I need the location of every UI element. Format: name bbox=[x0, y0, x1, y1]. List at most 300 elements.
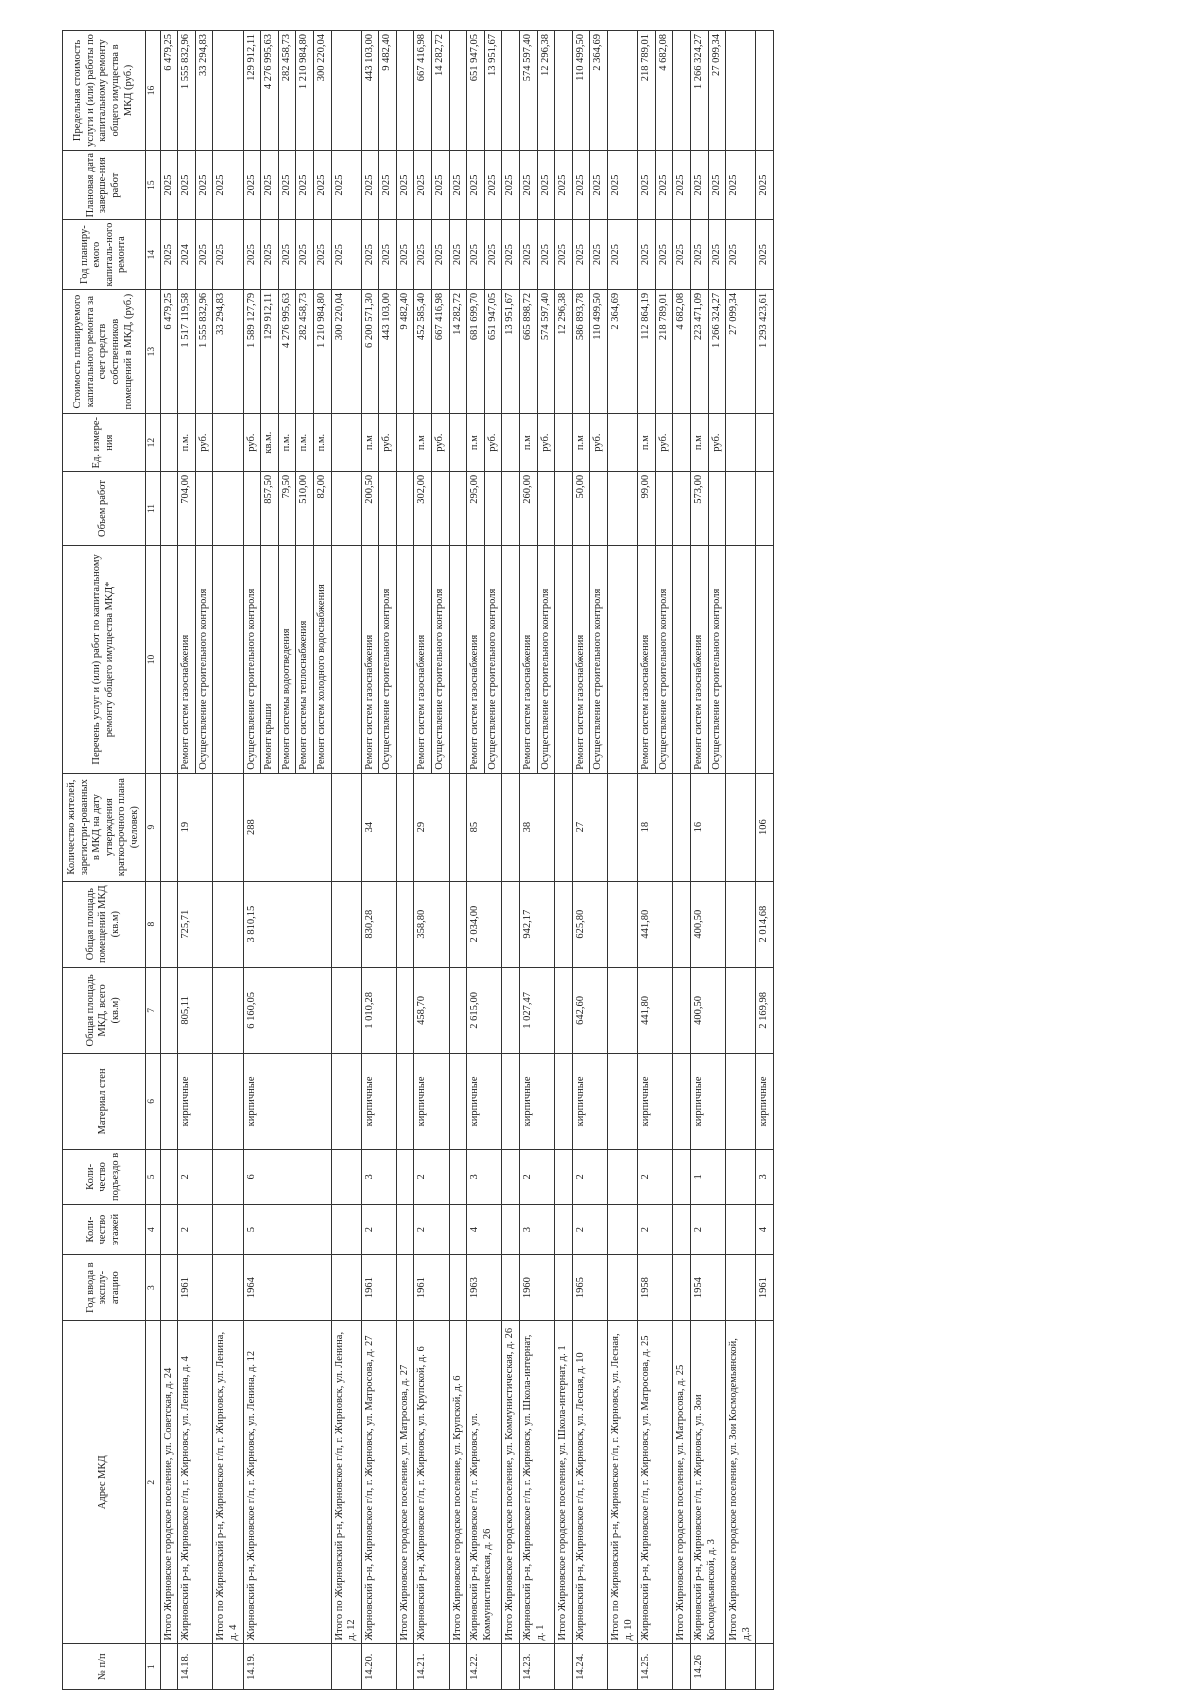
work-unit: руб. bbox=[195, 414, 213, 471]
subtotal-cost: 6 479,25 bbox=[160, 289, 178, 414]
work-date: 2025 bbox=[638, 150, 656, 219]
work-cost: 218 789,01 bbox=[655, 289, 673, 414]
subtotal-date: 2025 bbox=[502, 150, 520, 219]
wall-material: кирпичные bbox=[638, 1054, 673, 1150]
empty-cell bbox=[160, 1255, 178, 1321]
subtotal-year: 2025 bbox=[213, 220, 243, 289]
work-volume bbox=[243, 471, 261, 545]
empty-cell bbox=[331, 1255, 361, 1321]
subtotal-limit bbox=[213, 31, 243, 151]
empty-cell bbox=[608, 546, 638, 774]
work-date: 2025 bbox=[278, 150, 296, 219]
row-number: 14.20. bbox=[361, 1644, 396, 1690]
premises-area: 3 810,15 bbox=[243, 881, 331, 967]
empty-cell bbox=[502, 1255, 520, 1321]
row-number: 14.26 bbox=[690, 1644, 725, 1690]
work-year: 2025 bbox=[261, 220, 279, 289]
wall-material: кирпичные bbox=[572, 1054, 607, 1150]
empty-cell bbox=[673, 1255, 691, 1321]
empty-cell bbox=[608, 881, 638, 967]
empty-cell bbox=[160, 1054, 178, 1150]
empty-cell bbox=[555, 1149, 573, 1204]
row-number-cell bbox=[331, 1644, 361, 1690]
subtotal-date: 2025 bbox=[160, 150, 178, 219]
page-number bbox=[30, 0, 53, 790]
column-header-14: Год планиру-емого капиталь-ного ремонта bbox=[63, 220, 146, 289]
floors-count: 5 bbox=[243, 1204, 331, 1254]
column-number-11: 11 bbox=[145, 471, 160, 545]
wall-material: кирпичные bbox=[178, 1054, 213, 1150]
work-limit: 33 294,83 bbox=[195, 31, 213, 151]
empty-cell bbox=[555, 546, 573, 774]
wall-material: кирпичные bbox=[467, 1054, 502, 1150]
work-row bbox=[414, 31, 432, 1690]
work-year: 2025 bbox=[296, 220, 314, 289]
work-description: Ремонт систем газоснабжения bbox=[690, 546, 708, 774]
subtotal-row bbox=[213, 31, 243, 1690]
work-date: 2025 bbox=[690, 150, 708, 219]
work-year: 2025 bbox=[537, 220, 555, 289]
work-description: Осуществление строительного контроля bbox=[590, 546, 608, 774]
building-address: Жирновский р-н, Жирновское г/п, г. Жирновск, ул. Лесная, д. 10 bbox=[572, 1321, 607, 1644]
wall-material: кирпичные bbox=[520, 1054, 555, 1150]
empty-cell bbox=[449, 773, 467, 881]
work-date: 2025 bbox=[520, 150, 538, 219]
subtotal-row bbox=[673, 31, 691, 1690]
empty-cell bbox=[396, 1255, 414, 1321]
subtotal-address: Итого по Жирновский р-н, Жирновское г/п, г. Жирновск, ул. Ленина, д. 12 bbox=[331, 1321, 361, 1644]
entrances-count: 2 bbox=[414, 1149, 449, 1204]
work-unit: руб. bbox=[243, 414, 261, 471]
row-number bbox=[756, 1644, 774, 1690]
empty-cell bbox=[726, 471, 756, 545]
subtotal-address: Итого Жирновское городское поселение, ул. Крупской, д. 6 bbox=[449, 1321, 467, 1644]
subtotal-date: 2025 bbox=[673, 150, 691, 219]
empty-cell bbox=[555, 414, 573, 471]
empty-cell bbox=[160, 773, 178, 881]
empty-cell bbox=[502, 1149, 520, 1204]
work-cost: 651 947,05 bbox=[484, 289, 502, 414]
column-header-8: Общая площадь помещений МКД (кв.м) bbox=[63, 881, 146, 967]
work-unit: п.м bbox=[361, 414, 379, 471]
row-number: 14.21. bbox=[414, 1644, 449, 1690]
column-number-6: 6 bbox=[145, 1054, 160, 1150]
work-year: 2025 bbox=[379, 220, 397, 289]
wall-material: кирпичные bbox=[414, 1054, 449, 1150]
wall-material: кирпичные bbox=[690, 1054, 725, 1150]
floors-count: 4 bbox=[467, 1204, 502, 1254]
subtotal-limit bbox=[502, 31, 520, 151]
subtotal-limit bbox=[555, 31, 573, 151]
subtotal-date: 2025 bbox=[396, 150, 414, 219]
subtotal-year: 2025 bbox=[555, 220, 573, 289]
work-date: 2025 bbox=[708, 150, 726, 219]
total-area: 441,80 bbox=[638, 967, 673, 1053]
premises-area: 830,28 bbox=[361, 881, 396, 967]
work-description: Осуществление строительного контроля bbox=[195, 546, 213, 774]
work-unit: п.м bbox=[414, 414, 432, 471]
work-description: Ремонт систем газоснабжения bbox=[520, 546, 538, 774]
work-volume: 857,50 bbox=[261, 471, 279, 545]
empty-cell bbox=[502, 967, 520, 1053]
residents-count: 85 bbox=[467, 773, 502, 881]
work-year: 2025 bbox=[361, 220, 379, 289]
work-date: 2025 bbox=[537, 150, 555, 219]
row-number-cell bbox=[608, 1644, 638, 1690]
row-number-cell bbox=[213, 1644, 243, 1690]
work-limit: 4 276 995,63 bbox=[261, 31, 279, 151]
work-row bbox=[756, 31, 774, 1690]
column-header-16: Предельная стоимость услуги и (или) работы по капитальному ремонту общего имущества в МКД (руб.) bbox=[63, 31, 146, 151]
work-year: 2025 bbox=[195, 220, 213, 289]
work-volume bbox=[708, 471, 726, 545]
empty-cell bbox=[213, 1149, 243, 1204]
building-address: Жирновский р-н, Жирновское г/п, г. Жирновск, ул. Ленина, д. 4 bbox=[178, 1321, 213, 1644]
building-address: Жирновский р-н, Жирновское г/п, г. Жирновск, ул. Ленина, д. 12 bbox=[243, 1321, 331, 1644]
entrances-count: 6 bbox=[243, 1149, 331, 1204]
work-year: 2025 bbox=[590, 220, 608, 289]
work-volume: 82,00 bbox=[313, 471, 331, 545]
year-built: 1965 bbox=[572, 1255, 607, 1321]
work-volume: 295,00 bbox=[467, 471, 485, 545]
column-header-9: Количество жителей, зарегистри-рованных в МКД на дату утверждения краткосрочного плана (человек) bbox=[63, 773, 146, 881]
empty-cell bbox=[331, 1054, 361, 1150]
empty-cell bbox=[213, 546, 243, 774]
work-unit: руб. bbox=[379, 414, 397, 471]
work-unit: п.м bbox=[572, 414, 590, 471]
work-volume: 99,00 bbox=[638, 471, 656, 545]
work-volume bbox=[484, 471, 502, 545]
building-address: Жирновский р-н, Жирновское г/п, г. Жирновск, ул. Матросова, д. 25 bbox=[638, 1321, 673, 1644]
subtotal-date: 2025 bbox=[331, 150, 361, 219]
empty-cell bbox=[502, 546, 520, 774]
work-date: 2025 bbox=[296, 150, 314, 219]
work-description: Ремонт систем газоснабжения bbox=[178, 546, 196, 774]
work-cost: 1 266 324,27 bbox=[708, 289, 726, 414]
work-cost: 681 699,70 bbox=[467, 289, 485, 414]
work-date: 2025 bbox=[361, 150, 379, 219]
work-description: Осуществление строительного контроля bbox=[708, 546, 726, 774]
work-description: Осуществление строительного контроля bbox=[243, 546, 261, 774]
work-unit: кв.м. bbox=[261, 414, 279, 471]
entrances-count: 2 bbox=[638, 1149, 673, 1204]
empty-cell bbox=[673, 471, 691, 545]
residents-count: 16 bbox=[690, 773, 725, 881]
work-unit: руб. bbox=[655, 414, 673, 471]
subtotal-address: Итого Жирновское городское поселение, ул. Коммунистическая, д. 26 bbox=[502, 1321, 520, 1644]
work-description: Ремонт системы теплоснабжения bbox=[296, 546, 314, 774]
subtotal-limit bbox=[449, 31, 467, 151]
subtotal-row bbox=[555, 31, 573, 1690]
work-unit: руб. bbox=[432, 414, 450, 471]
subtotal-row bbox=[160, 31, 178, 1690]
row-number-cell bbox=[555, 1644, 573, 1690]
work-date: 2025 bbox=[590, 150, 608, 219]
empty-cell bbox=[213, 471, 243, 545]
subtotal-cost: 14 282,72 bbox=[449, 289, 467, 414]
empty-cell bbox=[396, 1149, 414, 1204]
work-year: 2025 bbox=[655, 220, 673, 289]
column-number-16: 16 bbox=[145, 31, 160, 151]
work-cost: 6 200 571,30 bbox=[361, 289, 379, 414]
subtotal-limit bbox=[396, 31, 414, 151]
work-year: 2025 bbox=[313, 220, 331, 289]
empty-cell bbox=[449, 1255, 467, 1321]
empty-cell bbox=[502, 471, 520, 545]
total-area: 400,50 bbox=[690, 967, 725, 1053]
empty-cell bbox=[396, 546, 414, 774]
work-description bbox=[756, 546, 774, 774]
empty-cell bbox=[608, 967, 638, 1053]
residents-count: 29 bbox=[414, 773, 449, 881]
work-cost: 112 864,19 bbox=[638, 289, 656, 414]
empty-cell bbox=[555, 1204, 573, 1254]
work-unit bbox=[756, 414, 774, 471]
table-body bbox=[160, 31, 773, 1690]
subtotal-row bbox=[502, 31, 520, 1690]
total-area: 6 160,05 bbox=[243, 967, 331, 1053]
work-year: 2025 bbox=[243, 220, 261, 289]
subtotal-address: Итого Жирновское городское поселение, ул. Зои Космодемьянской, д.3 bbox=[726, 1321, 756, 1644]
work-unit: п.м bbox=[638, 414, 656, 471]
column-number-4: 4 bbox=[145, 1204, 160, 1254]
subtotal-cost: 4 682,08 bbox=[673, 289, 691, 414]
empty-cell bbox=[608, 414, 638, 471]
work-date: 2025 bbox=[432, 150, 450, 219]
subtotal-address: Итого по Жирновский р-н, Жирновское г/п, г. Жирновск, ул. Лесная, д. 10 bbox=[608, 1321, 638, 1644]
entrances-count: 2 bbox=[178, 1149, 213, 1204]
empty-cell bbox=[160, 1204, 178, 1254]
work-volume bbox=[655, 471, 673, 545]
column-number-10: 10 bbox=[145, 546, 160, 774]
total-area: 1 010,28 bbox=[361, 967, 396, 1053]
work-unit: п.м. bbox=[313, 414, 331, 471]
empty-cell bbox=[608, 471, 638, 545]
year-built: 1958 bbox=[638, 1255, 673, 1321]
subtotal-cost: 2 364,69 bbox=[608, 289, 638, 414]
column-header-2: Адрес МКД bbox=[63, 1321, 146, 1644]
subtotal-address: Итого Жирновское городское поселение, ул. Советская, д. 24 bbox=[160, 1321, 178, 1644]
total-area: 458,70 bbox=[414, 967, 449, 1053]
premises-area: 441,80 bbox=[638, 881, 673, 967]
row-number-cell bbox=[449, 1644, 467, 1690]
empty-cell bbox=[555, 773, 573, 881]
column-number-2: 2 bbox=[145, 1321, 160, 1644]
empty-cell bbox=[449, 546, 467, 774]
work-row bbox=[467, 31, 485, 1690]
building-address: Жирновский р-н, Жирновское г/п, г. Жирновск, ул. Школа-интернат, д. 1 bbox=[520, 1321, 555, 1644]
empty-cell bbox=[726, 1054, 756, 1150]
residents-count: 27 bbox=[572, 773, 607, 881]
entrances-count: 1 bbox=[690, 1149, 725, 1204]
work-volume bbox=[590, 471, 608, 545]
work-date: 2025 bbox=[572, 150, 590, 219]
empty-cell bbox=[555, 1054, 573, 1150]
work-cost: 110 499,50 bbox=[590, 289, 608, 414]
empty-cell bbox=[726, 773, 756, 881]
work-date: 2025 bbox=[756, 150, 774, 219]
empty-cell bbox=[396, 1054, 414, 1150]
work-limit: 129 912,11 bbox=[243, 31, 261, 151]
column-header-11: Объем работ bbox=[63, 471, 146, 545]
work-row bbox=[572, 31, 590, 1690]
empty-cell bbox=[331, 1149, 361, 1204]
column-header-12: Ед. измере-ния bbox=[63, 414, 146, 471]
empty-cell bbox=[673, 967, 691, 1053]
year-built: 1961 bbox=[414, 1255, 449, 1321]
year-built: 1961 bbox=[361, 1255, 396, 1321]
floors-count: 4 bbox=[756, 1204, 774, 1254]
premises-area: 400,50 bbox=[690, 881, 725, 967]
empty-cell bbox=[160, 546, 178, 774]
row-number: 14.18. bbox=[178, 1644, 213, 1690]
premises-area: 2 014,68 bbox=[756, 881, 774, 967]
work-cost: 282 458,73 bbox=[296, 289, 314, 414]
empty-cell bbox=[608, 1204, 638, 1254]
empty-cell bbox=[449, 1204, 467, 1254]
subtotal-limit bbox=[608, 31, 638, 151]
work-date: 2025 bbox=[195, 150, 213, 219]
empty-cell bbox=[160, 414, 178, 471]
residents-count: 288 bbox=[243, 773, 331, 881]
work-date: 2025 bbox=[313, 150, 331, 219]
column-header-1: № п/п bbox=[63, 1644, 146, 1690]
subtotal-row bbox=[726, 31, 756, 1690]
rotated-table-container bbox=[62, 30, 1192, 1690]
wall-material: кирпичные bbox=[361, 1054, 396, 1150]
row-number-cell bbox=[673, 1644, 691, 1690]
subtotal-year: 2025 bbox=[502, 220, 520, 289]
total-area: 1 027,47 bbox=[520, 967, 555, 1053]
year-built: 1961 bbox=[178, 1255, 213, 1321]
empty-cell bbox=[213, 1204, 243, 1254]
work-cost: 1 210 984,80 bbox=[313, 289, 331, 414]
empty-cell bbox=[331, 414, 361, 471]
work-limit: 300 220,04 bbox=[313, 31, 331, 151]
empty-cell bbox=[396, 414, 414, 471]
building-address: Жирновский р-н, Жирновское г/п, г. Жирновск, ул. Крупской, д. 6 bbox=[414, 1321, 449, 1644]
empty-cell bbox=[160, 1149, 178, 1204]
work-cost: 665 898,72 bbox=[520, 289, 538, 414]
column-number-7: 7 bbox=[145, 967, 160, 1053]
row-number: 14.25. bbox=[638, 1644, 673, 1690]
work-date: 2025 bbox=[178, 150, 196, 219]
empty-cell bbox=[555, 1255, 573, 1321]
work-volume: 200,50 bbox=[361, 471, 379, 545]
column-number-8: 8 bbox=[145, 881, 160, 967]
floors-count: 2 bbox=[361, 1204, 396, 1254]
work-limit: 2 364,69 bbox=[590, 31, 608, 151]
residents-count: 34 bbox=[361, 773, 396, 881]
row-number: 14.23. bbox=[520, 1644, 555, 1690]
work-unit: п.м. bbox=[296, 414, 314, 471]
work-description: Ремонт систем газоснабжения bbox=[467, 546, 485, 774]
subtotal-cost: 27 099,34 bbox=[726, 289, 756, 414]
subtotal-limit bbox=[673, 31, 691, 151]
work-date: 2025 bbox=[243, 150, 261, 219]
work-limit: 110 499,50 bbox=[572, 31, 590, 151]
empty-cell bbox=[213, 967, 243, 1053]
empty-cell bbox=[608, 1054, 638, 1150]
capital-repair-table bbox=[62, 30, 774, 1690]
subtotal-cost: 9 482,40 bbox=[396, 289, 414, 414]
empty-cell bbox=[726, 1204, 756, 1254]
row-number-cell bbox=[160, 1644, 178, 1690]
subtotal-date: 2025 bbox=[608, 150, 638, 219]
empty-cell bbox=[726, 414, 756, 471]
row-number-cell bbox=[396, 1644, 414, 1690]
empty-cell bbox=[213, 1255, 243, 1321]
work-cost: 443 103,00 bbox=[379, 289, 397, 414]
subtotal-year: 2025 bbox=[673, 220, 691, 289]
empty-cell bbox=[726, 1255, 756, 1321]
work-row bbox=[638, 31, 656, 1690]
work-limit: 282 458,73 bbox=[278, 31, 296, 151]
work-row bbox=[520, 31, 538, 1690]
work-unit: руб. bbox=[708, 414, 726, 471]
work-unit: п.м. bbox=[278, 414, 296, 471]
work-description: Ремонт систем холодного водоснабжения bbox=[313, 546, 331, 774]
work-unit: руб. bbox=[590, 414, 608, 471]
work-year: 2025 bbox=[708, 220, 726, 289]
subtotal-limit bbox=[331, 31, 361, 151]
total-area: 2 615,00 bbox=[467, 967, 502, 1053]
work-volume bbox=[195, 471, 213, 545]
column-header-13: Стоимость планируемого капитального ремонта за счет средств собственников помещений в МКД, (руб.) bbox=[63, 289, 146, 414]
empty-cell bbox=[396, 967, 414, 1053]
work-cost: 223 471,09 bbox=[690, 289, 708, 414]
work-description: Осуществление строительного контроля bbox=[537, 546, 555, 774]
work-date: 2025 bbox=[379, 150, 397, 219]
work-volume: 50,00 bbox=[572, 471, 590, 545]
column-header-3: Год ввода в эксплу-атацию bbox=[63, 1255, 146, 1321]
work-cost: 1 589 127,79 bbox=[243, 289, 261, 414]
work-limit: 9 482,40 bbox=[379, 31, 397, 151]
work-row bbox=[243, 31, 261, 1690]
work-limit: 12 296,38 bbox=[537, 31, 555, 151]
floors-count: 2 bbox=[414, 1204, 449, 1254]
work-year: 2025 bbox=[572, 220, 590, 289]
empty-cell bbox=[608, 1149, 638, 1204]
row-number: 14.22. bbox=[467, 1644, 502, 1690]
work-limit: 1 555 832,96 bbox=[178, 31, 196, 151]
work-limit bbox=[756, 31, 774, 151]
work-volume bbox=[756, 471, 774, 545]
work-volume: 573,00 bbox=[690, 471, 708, 545]
subtotal-address: Итого по Жирновский р-н, Жирновское г/п, г. Жирновск, ул. Ленина, д. 4 bbox=[213, 1321, 243, 1644]
premises-area: 942,17 bbox=[520, 881, 555, 967]
year-built: 1964 bbox=[243, 1255, 331, 1321]
work-year: 2025 bbox=[756, 220, 774, 289]
empty-cell bbox=[449, 881, 467, 967]
empty-cell bbox=[502, 414, 520, 471]
subtotal-row bbox=[449, 31, 467, 1690]
year-built: 1954 bbox=[690, 1255, 725, 1321]
subtotal-row bbox=[396, 31, 414, 1690]
column-number-5: 5 bbox=[145, 1149, 160, 1204]
work-unit: руб. bbox=[484, 414, 502, 471]
empty-cell bbox=[449, 1149, 467, 1204]
premises-area: 2 034,00 bbox=[467, 881, 502, 967]
column-number-15: 15 bbox=[145, 150, 160, 219]
subtotal-limit: 6 479,25 bbox=[160, 31, 178, 151]
empty-cell bbox=[502, 881, 520, 967]
entrances-count: 3 bbox=[756, 1149, 774, 1204]
empty-cell bbox=[213, 773, 243, 881]
empty-cell bbox=[502, 773, 520, 881]
work-year: 2025 bbox=[690, 220, 708, 289]
work-year: 2024 bbox=[178, 220, 196, 289]
